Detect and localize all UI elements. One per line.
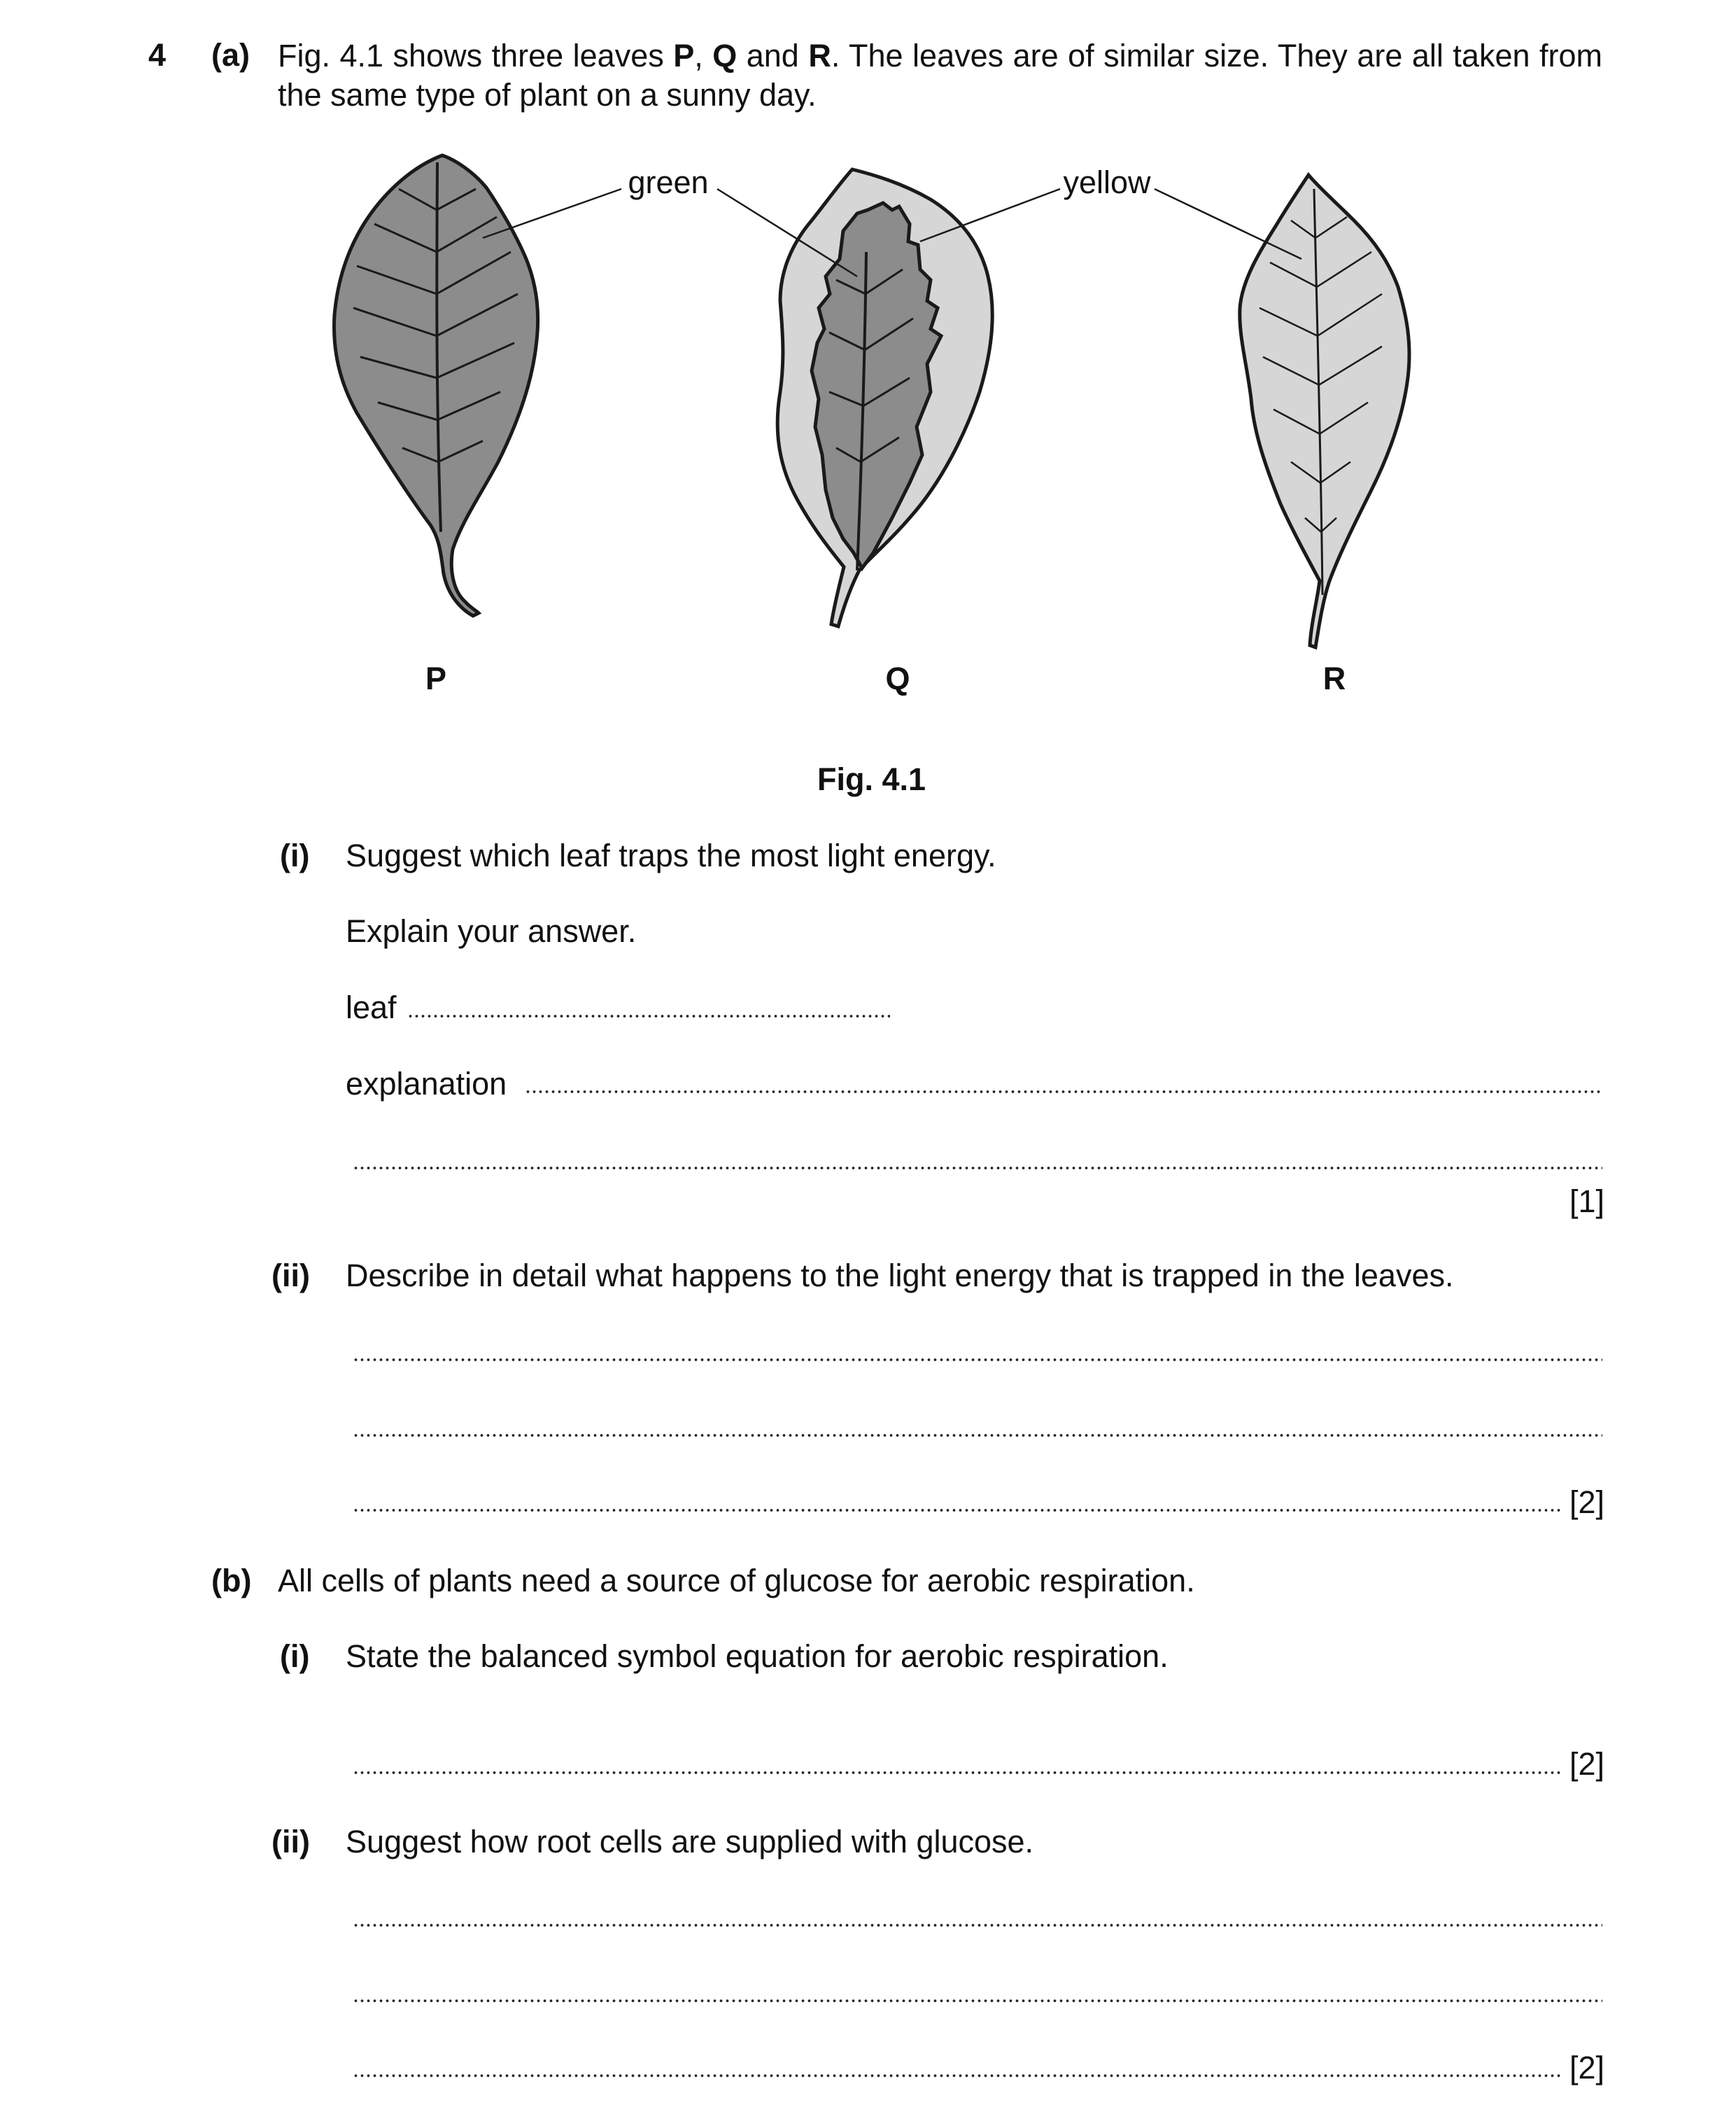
part-b-i-prompt: State the balanced symbol equation for aerobic respiration. (346, 1638, 1169, 1674)
intro-text: and (737, 38, 809, 73)
part-a-i-label: (i) (280, 838, 310, 873)
question-number: 4 (148, 37, 167, 73)
answer-line[interactable] (353, 1433, 1602, 1437)
leaf-p-drawing (334, 155, 537, 616)
part-b-label: (b) (211, 1563, 252, 1598)
yellow-label: yellow (1063, 164, 1151, 200)
part-b-ii-prompt: Suggest how root cells are supplied with glucose. (346, 1824, 1034, 1859)
leaf-answer-line[interactable] (407, 1014, 890, 1018)
leaf-q-drawing (777, 169, 992, 626)
part-a-i-prompt: Suggest which leaf traps the most light energy. (346, 838, 996, 873)
leaf-r-drawing (1240, 175, 1409, 647)
green-label: green (628, 164, 709, 200)
answer-line[interactable] (353, 1358, 1602, 1362)
answer-line[interactable] (353, 1923, 1602, 1927)
explanation-answer-label: explanation (346, 1066, 507, 1102)
leaf-answer-label: leaf (346, 990, 397, 1025)
part-b-intro: All cells of plants need a source of glucose for aerobic respiration. (278, 1563, 1195, 1598)
explanation-answer-line-2[interactable] (353, 1166, 1602, 1170)
part-a-i-prompt2: Explain your answer. (346, 913, 637, 949)
explanation-answer-line[interactable] (525, 1090, 1602, 1094)
intro-leaf-p: P (673, 38, 695, 73)
intro-leaf-r: R (808, 38, 831, 73)
leaf-r-label: R (1322, 661, 1346, 696)
answer-line[interactable] (353, 1999, 1602, 2003)
part-b-ii-label: (ii) (271, 1824, 310, 1859)
leaf-q-label: Q (885, 661, 910, 696)
figure-4-1 (0, 0, 1736, 735)
intro-text: Fig. 4.1 shows three leaves (278, 38, 674, 73)
figure-caption: Fig. 4.1 (817, 761, 926, 797)
intro-text: . The leaves are of similar size. They are all taken from the same type of plant on a sunny day. (278, 38, 1602, 113)
intro-text: , (694, 38, 713, 73)
answer-line[interactable] (353, 1771, 1563, 1775)
part-a-ii-marks: [2] (1569, 1484, 1604, 1520)
part-b-i-marks: [2] (1569, 1746, 1604, 1782)
answer-line[interactable] (353, 1508, 1563, 1512)
part-a-i-marks: [1] (1569, 1183, 1604, 1219)
intro-leaf-q: Q (712, 38, 738, 73)
part-a-ii-label: (ii) (271, 1258, 310, 1293)
part-b-ii-marks: [2] (1569, 2050, 1604, 2086)
answer-line[interactable] (353, 2074, 1563, 2078)
leaf-r-blade (1240, 175, 1409, 647)
part-a-label: (a) (211, 37, 250, 73)
leaf-p-label: P (425, 661, 447, 696)
part-a-ii-prompt: Describe in detail what happens to the light energy that is trapped in the leaves. (346, 1258, 1454, 1293)
part-b-i-label: (i) (280, 1638, 310, 1674)
